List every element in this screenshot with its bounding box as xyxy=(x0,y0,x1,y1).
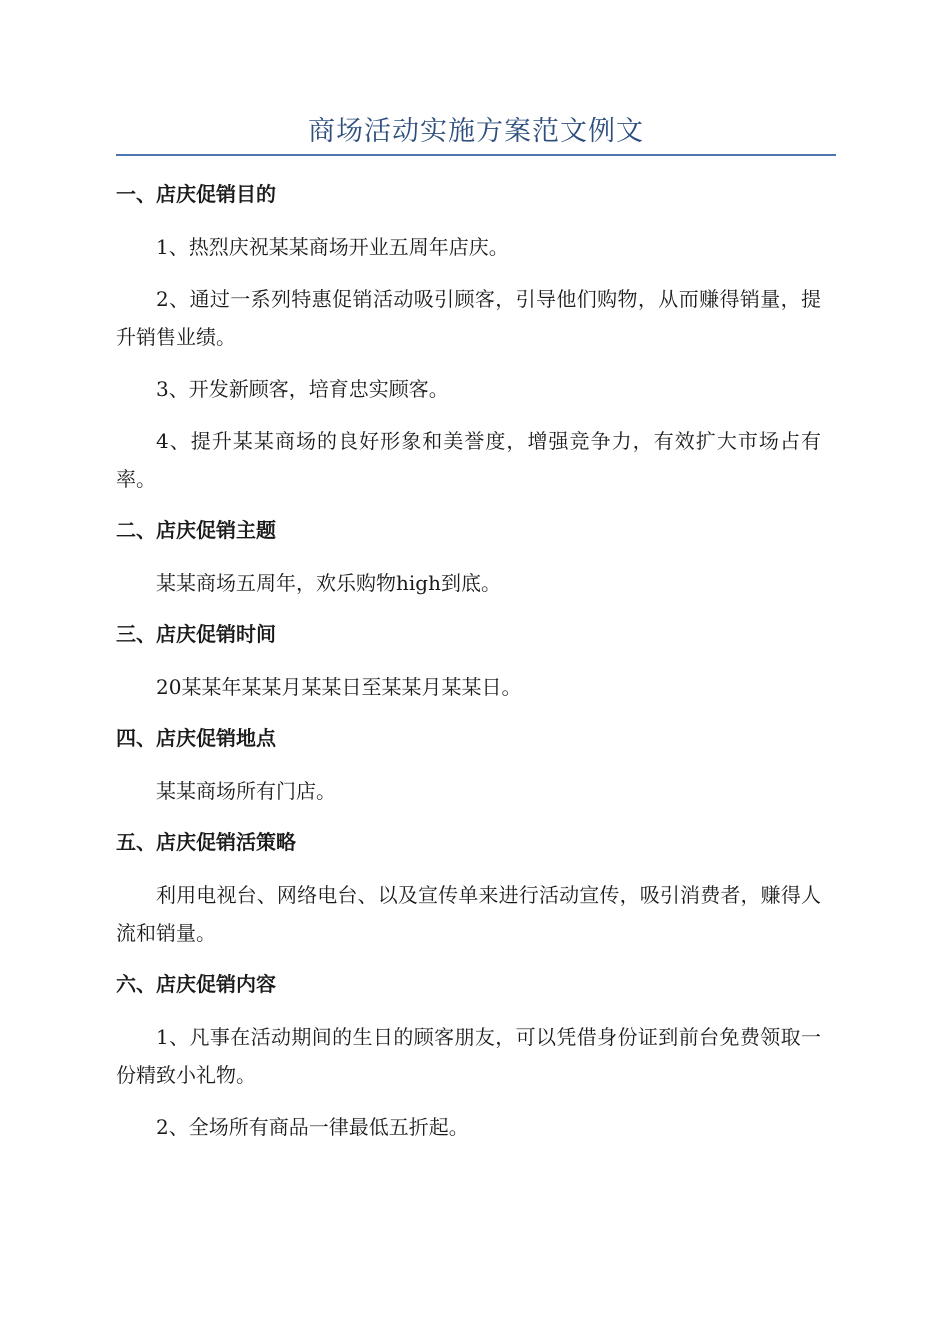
paragraph: 3、开发新顾客，培育忠实顾客。 xyxy=(156,377,449,401)
paragraph: 20某某年某某月某某日至某某月某某日。 xyxy=(156,675,522,699)
section-purpose xyxy=(116,176,821,498)
document-title: 商场活动实施方案范文例文 xyxy=(308,116,644,147)
paragraph: 1、凡事在活动期间的生日的顾客朋友，可以凭借身份证到前台免费领取一份精致小礼物。 xyxy=(116,1025,821,1087)
paragraph: 4、提升某某商场的良好形象和美誉度，增强竞争力，有效扩大市场占有率。 xyxy=(116,429,821,491)
section-heading: 五、店庆促销活策略 xyxy=(116,830,296,854)
title-underline xyxy=(116,154,836,156)
paragraph: 2、通过一系列特惠促销活动吸引顾客，引导他们购物，从而赚得销量，提升销售业绩。 xyxy=(116,287,821,349)
section-heading: 三、店庆促销时间 xyxy=(116,622,276,646)
paragraph: 1、热烈庆祝某某商场开业五周年店庆。 xyxy=(156,235,509,259)
paragraph: 某某商场所有门店。 xyxy=(156,779,336,803)
section-time xyxy=(116,616,821,706)
paragraph: 利用电视台、网络电台、以及宣传单来进行活动宣传，吸引消费者，赚得人流和销量。 xyxy=(116,883,821,945)
section-heading: 六、店庆促销内容 xyxy=(116,972,276,996)
section-heading: 一、店庆促销目的 xyxy=(116,182,276,206)
section-content xyxy=(116,966,821,1146)
section-theme xyxy=(116,512,821,602)
document-body xyxy=(116,176,821,1160)
paragraph: 2、全场所有商品一律最低五折起。 xyxy=(156,1115,469,1139)
section-heading: 四、店庆促销地点 xyxy=(116,726,276,750)
section-heading: 二、店庆促销主题 xyxy=(116,518,276,542)
paragraph: 某某商场五周年，欢乐购物high到底。 xyxy=(156,571,501,595)
section-strategy xyxy=(116,824,821,952)
section-location xyxy=(116,720,821,810)
